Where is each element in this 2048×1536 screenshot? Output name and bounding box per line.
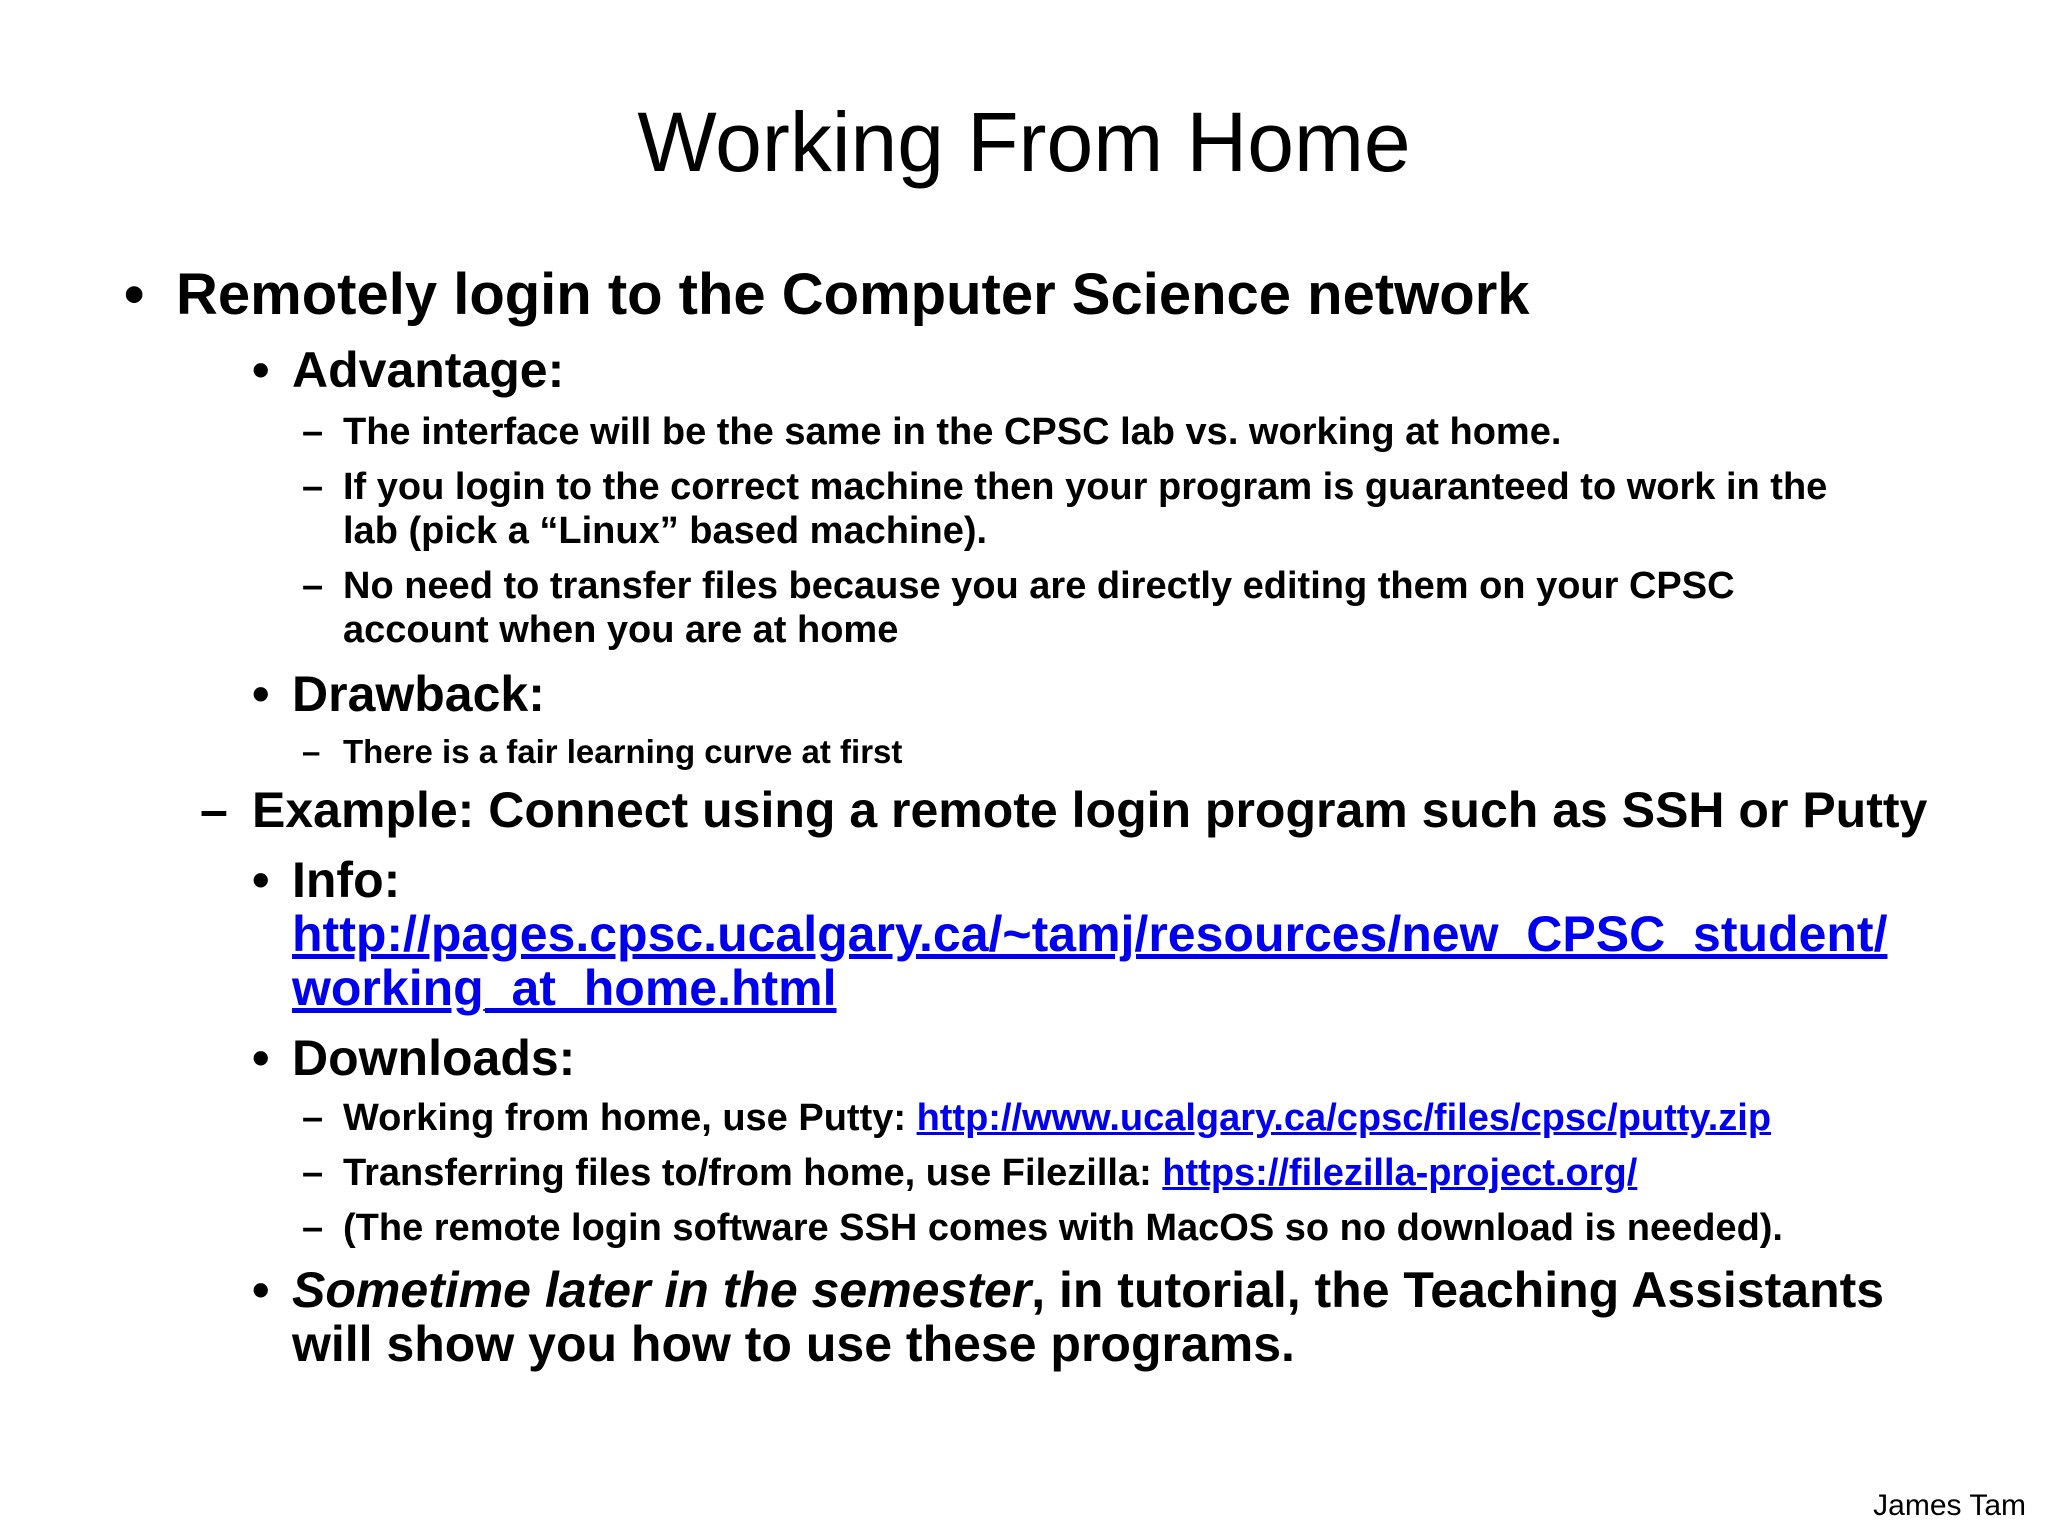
advantage-label: Advantage: xyxy=(292,342,565,398)
download-item-putty xyxy=(343,1096,1771,1140)
drawback-label: Drawback: xyxy=(292,666,545,722)
dash-marker: – xyxy=(302,733,321,770)
dash-marker: – xyxy=(302,1207,324,1249)
dash-marker: – xyxy=(302,1097,324,1139)
downloads-label: Downloads: xyxy=(292,1030,576,1086)
dash-marker: – xyxy=(302,1152,324,1194)
advantage-item: If you login to the correct machine then your program is guaranteed to work in the xyxy=(343,466,1828,508)
putty-link[interactable]: http://www.ucalgary.ca/cpsc/files/cpsc/putty.zip xyxy=(916,1097,1772,1139)
bullet-marker: • xyxy=(252,852,270,908)
advantage-item: The interface will be the same in the CPSC lab vs. working at home. xyxy=(343,411,1562,453)
later-rest: , in tutorial, the Teaching Assistants xyxy=(1031,1262,1885,1318)
footer-author: James Tam xyxy=(1873,1489,2026,1522)
bullet-marker: • xyxy=(252,342,270,398)
info-label: Info: xyxy=(292,852,401,908)
dash-marker: – xyxy=(200,782,228,838)
ssh-note: (The remote login software SSH comes with MacOS so no download is needed). xyxy=(343,1207,1783,1249)
example-text: Example: Connect using a remote login program such as SSH or Putty xyxy=(252,782,1928,838)
later-italic: Sometime later in the semester xyxy=(292,1262,1032,1318)
putty-text: Working from home, use Putty: xyxy=(343,1097,917,1139)
dash-marker: – xyxy=(302,411,324,453)
filezilla-text: Transferring files to/from home, use Filezilla: xyxy=(343,1152,1163,1194)
later-text-continued: will show you how to use these programs. xyxy=(292,1316,1295,1372)
advantage-item: No need to transfer files because you are directly editing them on your CPSC xyxy=(343,565,1735,607)
bullet-marker: • xyxy=(252,1030,270,1086)
info-link-continued[interactable]: working_at_home.html xyxy=(292,960,837,1016)
main-bullet-text: Remotely login to the Computer Science network xyxy=(176,262,1530,327)
bullet-marker: • xyxy=(252,666,270,722)
dash-marker: – xyxy=(302,565,324,607)
filezilla-link[interactable]: https://filezilla-project.org/ xyxy=(1162,1152,1638,1194)
bullet-marker: • xyxy=(252,1262,270,1318)
info-link[interactable]: http://pages.cpsc.ucalgary.ca/~tamj/resources/new_CPSC_student/ xyxy=(292,906,1888,962)
bullet-marker: • xyxy=(124,262,145,327)
later-text xyxy=(292,1262,1884,1318)
slide-title: Working From Home xyxy=(637,95,1411,189)
drawback-item: There is a fair learning curve at first xyxy=(343,733,903,770)
advantage-item-continued: lab (pick a “Linux” based machine). xyxy=(343,510,988,552)
advantage-item-continued: account when you are at home xyxy=(343,609,899,651)
dash-marker: – xyxy=(302,466,324,508)
download-item-filezilla xyxy=(343,1151,1637,1195)
